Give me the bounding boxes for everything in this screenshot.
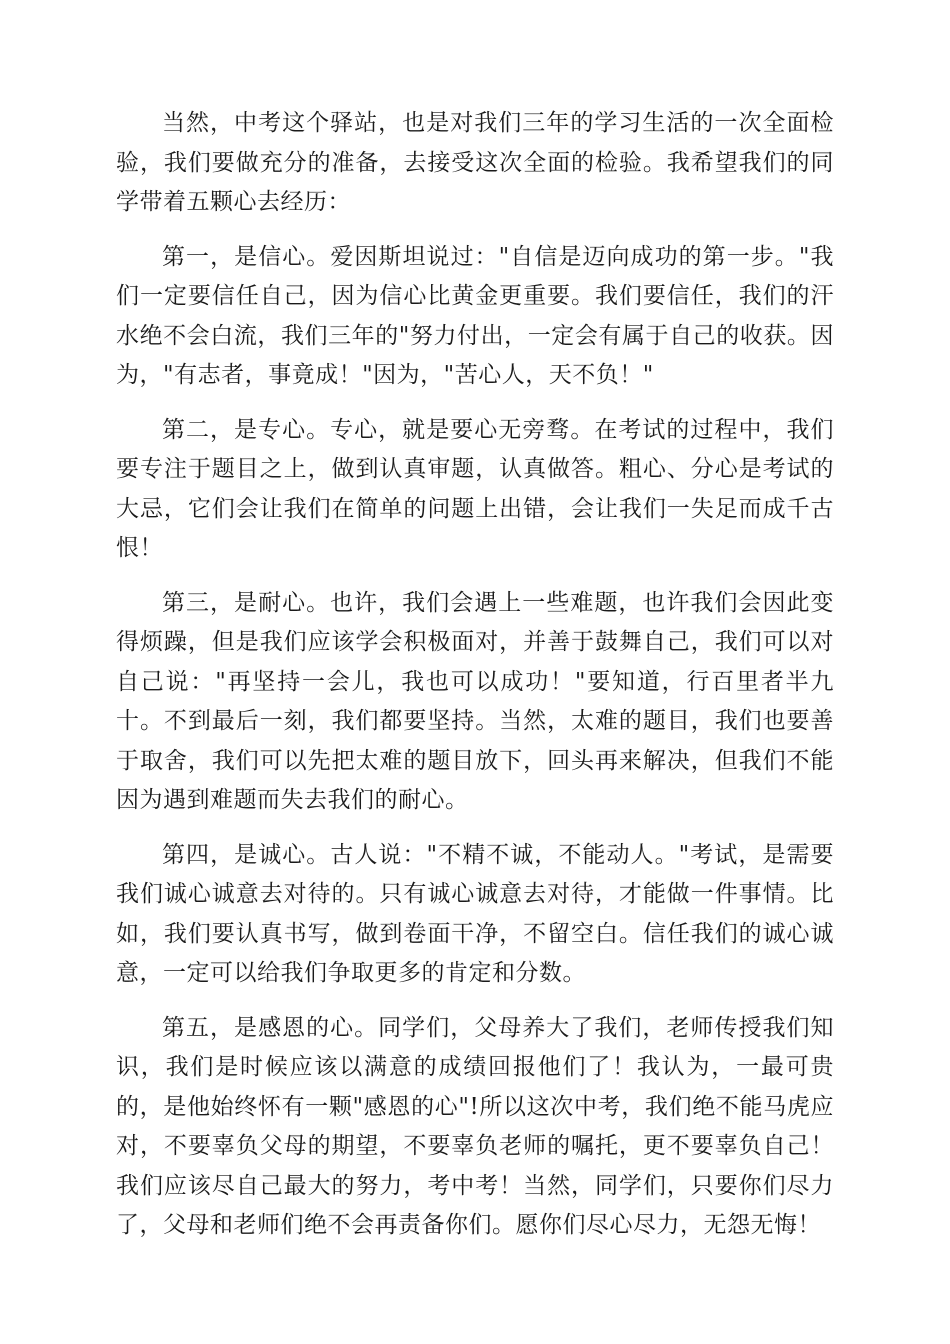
- paragraph-focus: 第二，是专心。专心，就是要心无旁骛。在考试的过程中，我们要专注于题目之上，做到认真审题，认真做答。粗心、分心是考试的大忌，它们会让我们在简单的问题上出错，会让我们一失足而成千古恨！: [116, 416, 834, 561]
- paragraph-confidence: 第一，是信心。爱因斯坦说过："自信是迈向成功的第一步。"我们一定要信任自己，因为信心比黄金更重要。我们要信任，我们的汗水绝不会白流，我们三年的"努力付出，一定会有属于自己的收获。因为，"有志者，事竟成！"因为，"苦心人，天不负！": [116, 243, 834, 388]
- paragraph-patience: 第三，是耐心。也许，我们会遇上一些难题，也许我们会因此变得烦躁，但是我们应该学会积极面对，并善于鼓舞自己，我们可以对自己说："再坚持一会儿，我也可以成功！"要知道，行百里者半九十。不到最后一刻，我们都要坚持。当然，太难的题目，我们也要善于取舍，我们可以先把太难的题目放下，回头再来解决，但我们不能因为遇到难题而失去我们的耐心。: [116, 589, 834, 813]
- document-page: [116, 104, 834, 1261]
- paragraph-sincerity: 第四，是诚心。古人说："不精不诚，不能动人。"考试，是需要我们诚心诚意去对待的。只有诚心诚意去对待，才能做一件事情。比如，我们要认真书写，做到卷面干净，不留空白。信任我们的诚心诚意，一定可以给我们争取更多的肯定和分数。: [116, 841, 834, 986]
- paragraph-gratitude: 第五，是感恩的心。同学们，父母养大了我们，老师传授我们知识，我们是时候应该以满意的成绩回报他们了！我认为，一最可贵的，是他始终怀有一颗"感恩的心"!所以这次中考，我们绝不能马虎应对，不要辜负父母的期望，不要辜负老师的嘱托，更不要辜负自己！我们应该尽自己最大的努力，考中考！当然，同学们，只要你们尽力了，父母和老师们绝不会再责备你们。愿你们尽心尽力，无怨无悔！: [116, 1014, 834, 1238]
- paragraph-intro: 当然，中考这个驿站，也是对我们三年的学习生活的一次全面检验，我们要做充分的准备，去接受这次全面的检验。我希望我们的同学带着五颗心去经历：: [116, 110, 834, 215]
